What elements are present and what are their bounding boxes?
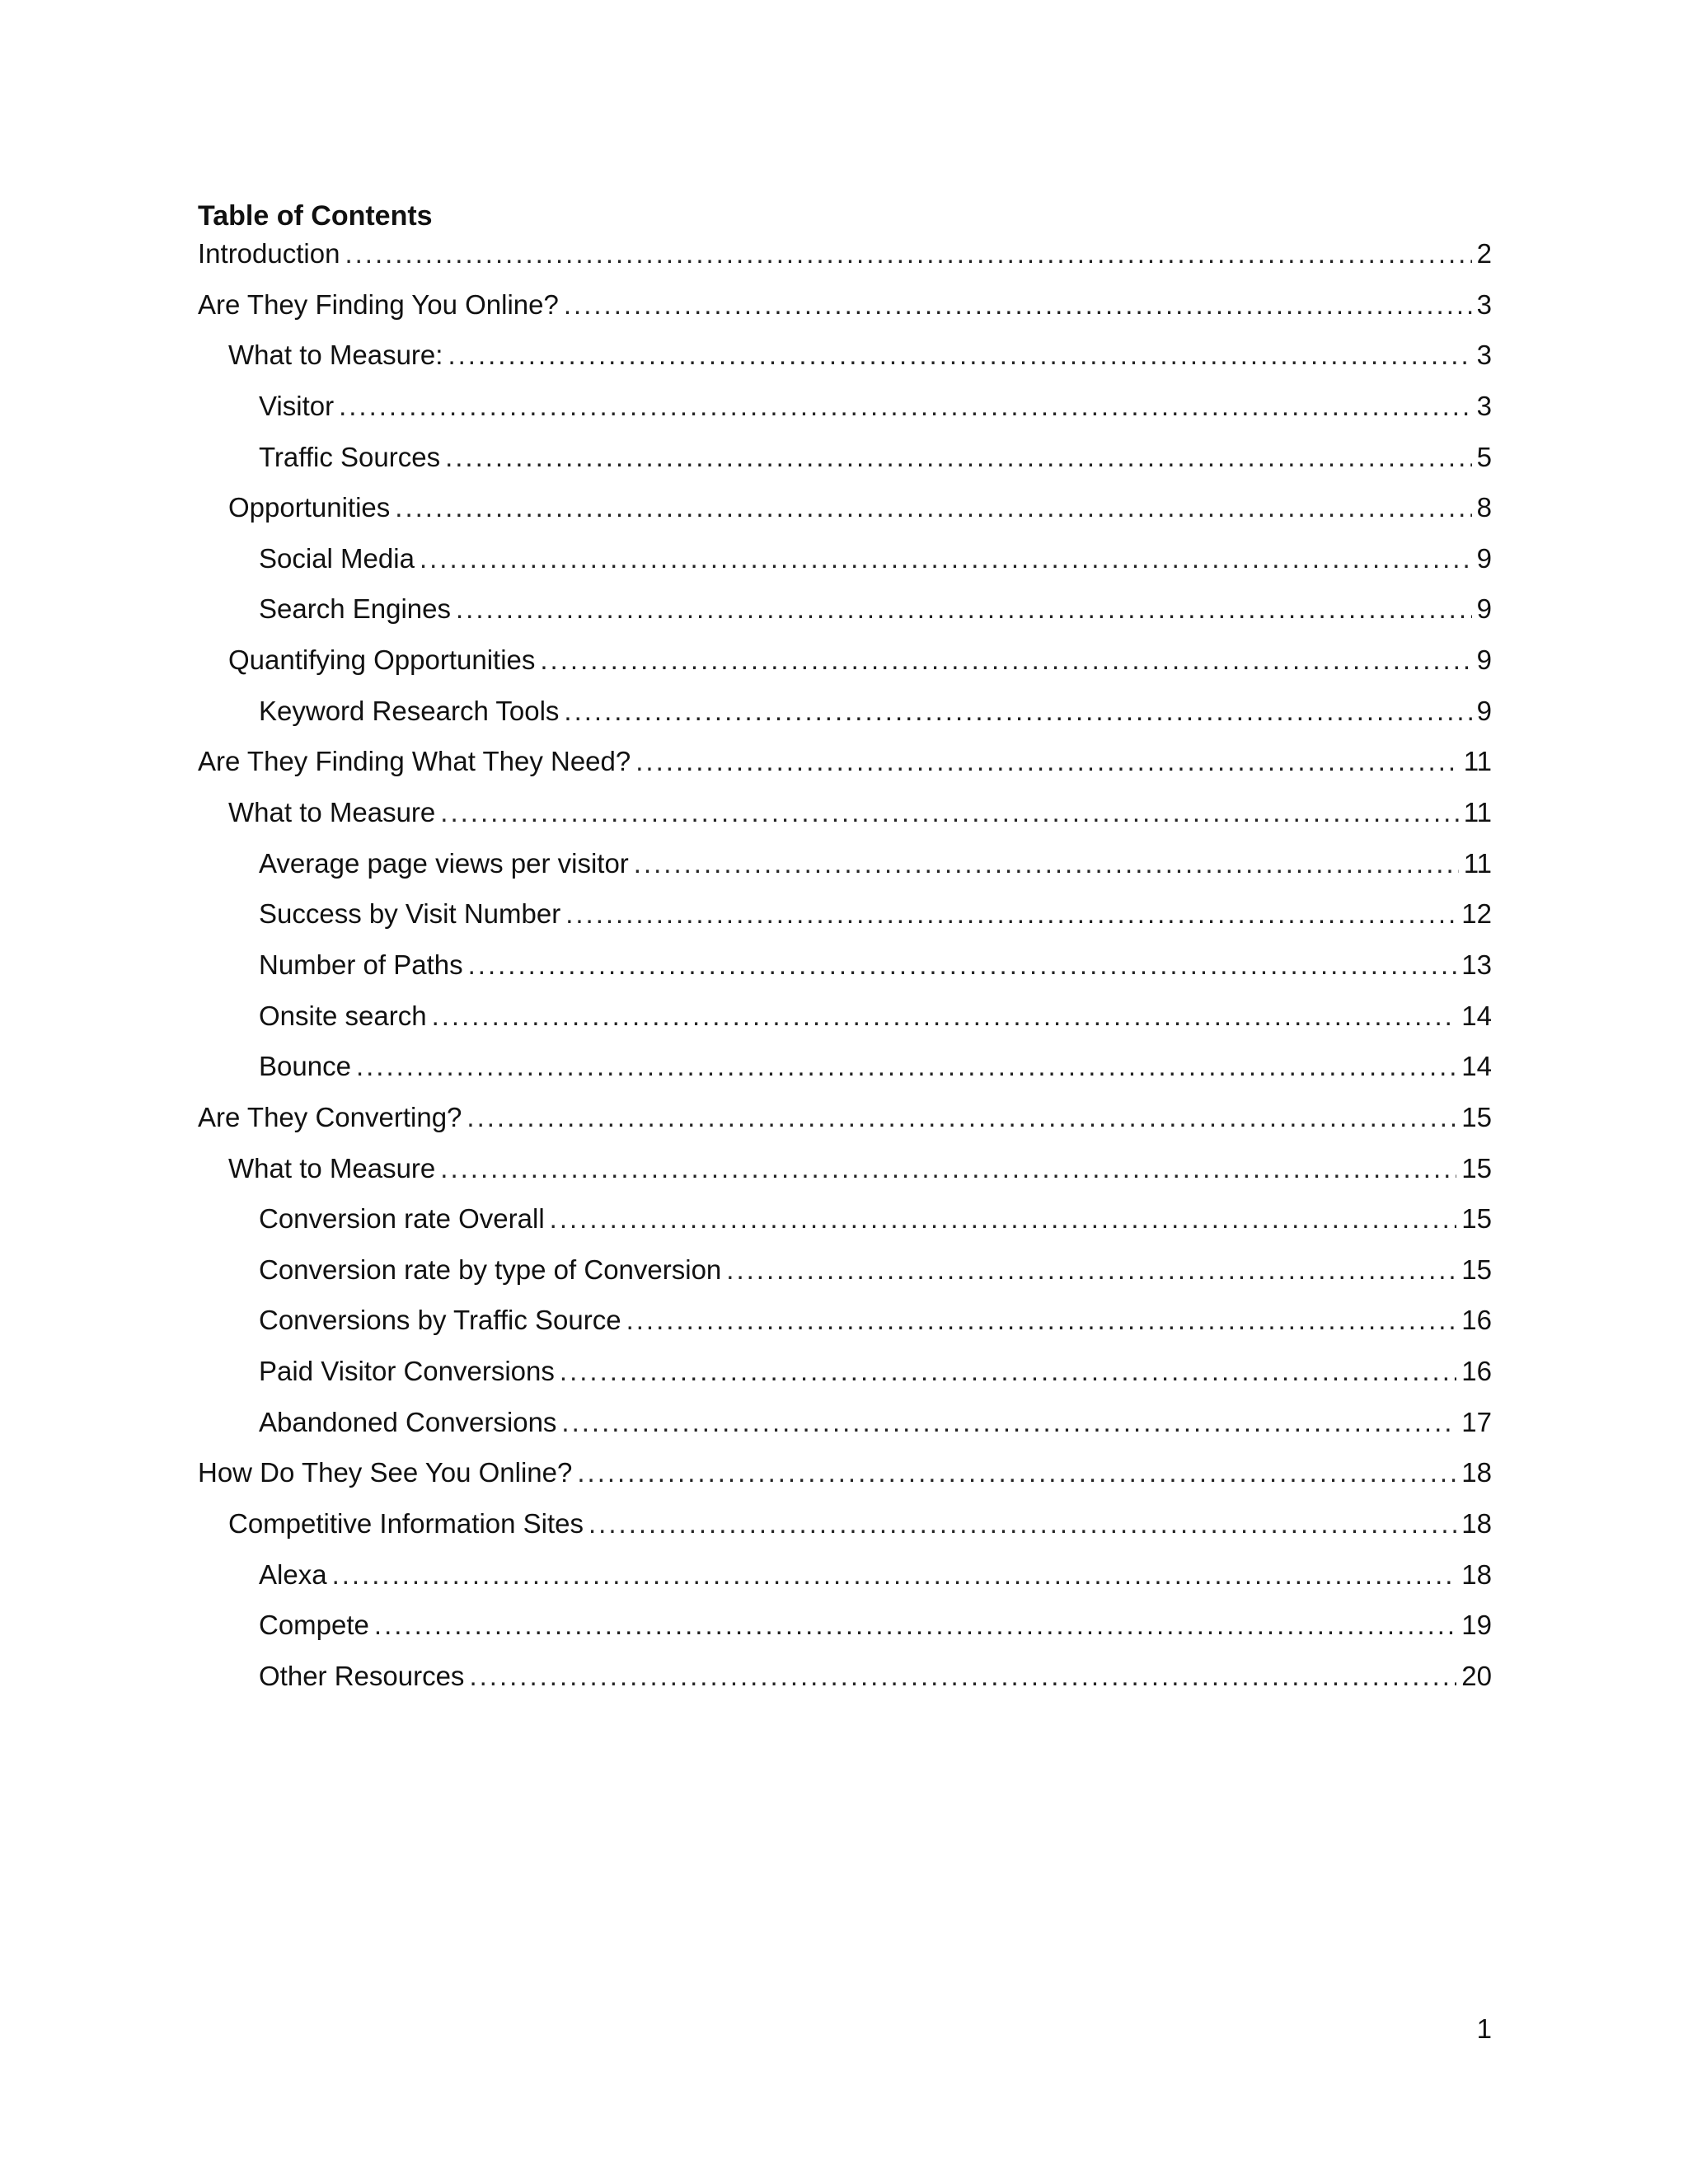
toc-entry-label[interactable]: Paid Visitor Conversions xyxy=(259,1356,555,1387)
toc-entry-page-number[interactable]: 15 xyxy=(1461,1101,1492,1132)
toc-entry-page-number[interactable]: 18 xyxy=(1461,1558,1492,1590)
toc-dot-leader xyxy=(432,998,1457,1034)
toc-entry[interactable] xyxy=(198,998,1492,1049)
toc-entry[interactable] xyxy=(198,896,1492,947)
toc-entry[interactable] xyxy=(198,591,1492,642)
toc-dot-leader xyxy=(467,1099,1456,1136)
toc-dot-leader xyxy=(332,1557,1457,1593)
toc-entry-label[interactable]: Abandoned Conversions xyxy=(259,1406,557,1437)
toc-entry-label[interactable]: Conversions by Traffic Source xyxy=(259,1305,621,1336)
toc-entry-page-number[interactable]: 9 xyxy=(1476,542,1492,574)
toc-entry[interactable] xyxy=(198,846,1492,897)
toc-entry-page-number[interactable]: 2 xyxy=(1476,238,1492,269)
toc-entry-page-number[interactable]: 11 xyxy=(1463,847,1492,879)
toc-entry-label[interactable]: Onsite search xyxy=(259,1000,427,1031)
toc-entry-page-number[interactable]: 5 xyxy=(1476,441,1492,472)
toc-dot-leader xyxy=(561,1404,1456,1441)
toc-entry-page-number[interactable]: 8 xyxy=(1476,492,1492,523)
toc-entry-label[interactable]: Visitor xyxy=(259,390,335,421)
toc-dot-leader xyxy=(395,490,1471,526)
toc-entry[interactable] xyxy=(198,1658,1492,1709)
toc-entry[interactable] xyxy=(198,236,1492,287)
toc-dot-leader xyxy=(560,1353,1456,1390)
toc-entry-page-number[interactable]: 9 xyxy=(1476,644,1492,676)
toc-entry-page-number[interactable]: 18 xyxy=(1461,1508,1492,1540)
toc-entry-label[interactable]: Are They Converting? xyxy=(198,1101,462,1132)
toc-dot-leader xyxy=(448,337,1471,373)
toc-entry-label[interactable]: Social Media xyxy=(259,542,415,574)
toc-entry[interactable] xyxy=(198,1404,1492,1455)
toc-entry[interactable] xyxy=(198,1506,1492,1557)
toc-entry-label[interactable]: Number of Paths xyxy=(259,949,463,980)
toc-entry[interactable] xyxy=(198,1099,1492,1151)
toc-list xyxy=(198,236,1492,1709)
toc-entry[interactable] xyxy=(198,439,1492,490)
toc-entry[interactable] xyxy=(198,794,1492,846)
toc-entry-page-number[interactable]: 15 xyxy=(1461,1254,1492,1285)
toc-dot-leader xyxy=(540,642,1471,678)
toc-dot-leader xyxy=(565,896,1456,932)
toc-entry-page-number[interactable]: 11 xyxy=(1463,746,1492,777)
toc-dot-leader xyxy=(634,846,1459,882)
toc-dot-leader xyxy=(564,287,1472,323)
toc-entry-label[interactable]: Success by Visit Number xyxy=(259,898,561,930)
toc-entry-page-number[interactable]: 3 xyxy=(1476,288,1492,320)
toc-entry-label[interactable]: Conversion rate by type of Conversion xyxy=(259,1254,722,1285)
toc-dot-leader xyxy=(550,1201,1457,1237)
toc-entry-label[interactable]: Keyword Research Tools xyxy=(259,695,560,726)
toc-entry-page-number[interactable]: 11 xyxy=(1463,797,1492,828)
toc-entry[interactable] xyxy=(198,541,1492,592)
toc-entry-label[interactable]: Average page views per visitor xyxy=(259,847,629,879)
toc-entry-page-number[interactable]: 14 xyxy=(1461,1051,1492,1082)
toc-dot-leader xyxy=(374,1607,1456,1643)
toc-entry-page-number[interactable]: 19 xyxy=(1461,1610,1492,1641)
toc-dot-leader xyxy=(468,947,1457,983)
page-number: 1 xyxy=(1476,2013,1492,2044)
toc-entry-label[interactable]: What to Measure: xyxy=(228,340,443,371)
toc-title: Table of Contents xyxy=(198,200,433,232)
toc-entry[interactable] xyxy=(198,1048,1492,1099)
toc-entry-label[interactable]: Are They Finding You Online? xyxy=(198,288,559,320)
toc-entry-label[interactable]: How Do They See You Online? xyxy=(198,1457,573,1488)
toc-entry-label[interactable]: Search Engines xyxy=(259,593,451,625)
toc-entry-label[interactable]: Are They Finding What They Need? xyxy=(198,746,631,777)
toc-entry-label[interactable]: Opportunities xyxy=(228,492,391,523)
toc-entry-label[interactable]: Conversion rate Overall xyxy=(259,1203,545,1235)
toc-entry[interactable] xyxy=(198,1302,1492,1353)
toc-entry[interactable] xyxy=(198,947,1492,998)
toc-dot-leader xyxy=(588,1506,1456,1542)
toc-entry-page-number[interactable]: 3 xyxy=(1476,340,1492,371)
toc-entry[interactable] xyxy=(198,1455,1492,1506)
toc-dot-leader xyxy=(564,693,1471,729)
toc-entry[interactable] xyxy=(198,693,1492,744)
toc-dot-leader xyxy=(626,1302,1457,1338)
toc-entry-label[interactable]: What to Measure xyxy=(228,797,436,828)
toc-entry[interactable] xyxy=(198,337,1492,388)
toc-dot-leader xyxy=(440,1151,1456,1187)
toc-entry-label[interactable]: Bounce xyxy=(259,1051,351,1082)
toc-dot-leader xyxy=(345,236,1471,272)
toc-entry-page-number[interactable]: 9 xyxy=(1476,695,1492,726)
toc-dot-leader xyxy=(469,1658,1456,1694)
toc-entry[interactable] xyxy=(198,1201,1492,1252)
toc-entry-page-number[interactable]: 12 xyxy=(1461,898,1492,930)
toc-entry-page-number[interactable]: 3 xyxy=(1476,390,1492,421)
toc-entry-page-number[interactable]: 17 xyxy=(1461,1406,1492,1437)
toc-entry-page-number[interactable]: 16 xyxy=(1461,1356,1492,1387)
toc-entry-label[interactable]: Competitive Information Sites xyxy=(228,1508,584,1540)
toc-entry[interactable] xyxy=(198,1252,1492,1303)
toc-entry-label[interactable]: Quantifying Opportunities xyxy=(228,644,536,676)
toc-entry-label[interactable]: Other Resources xyxy=(259,1660,465,1691)
toc-entry[interactable] xyxy=(198,388,1492,439)
toc-entry[interactable] xyxy=(198,743,1492,794)
toc-entry[interactable] xyxy=(198,1353,1492,1404)
toc-dot-leader xyxy=(420,541,1472,577)
toc-dot-leader xyxy=(339,388,1472,424)
toc-entry-label[interactable]: Introduction xyxy=(198,238,340,269)
toc-entry[interactable] xyxy=(198,642,1492,693)
toc-entry-page-number[interactable]: 16 xyxy=(1461,1305,1492,1336)
toc-entry-label[interactable]: Traffic Sources xyxy=(259,441,441,472)
toc-dot-leader xyxy=(356,1048,1456,1085)
toc-dot-leader xyxy=(456,591,1472,627)
toc-entry-page-number[interactable]: 18 xyxy=(1461,1457,1492,1488)
toc-entry-label[interactable]: Alexa xyxy=(259,1558,327,1590)
toc-entry-page-number[interactable]: 14 xyxy=(1461,1000,1492,1031)
toc-entry[interactable] xyxy=(198,1557,1492,1608)
toc-entry[interactable] xyxy=(198,1607,1492,1658)
toc-entry-label[interactable]: Compete xyxy=(259,1610,369,1641)
toc-entry-page-number[interactable]: 15 xyxy=(1461,1152,1492,1183)
toc-entry[interactable] xyxy=(198,1151,1492,1202)
toc-entry-page-number[interactable]: 9 xyxy=(1476,593,1492,625)
toc-dot-leader xyxy=(726,1252,1456,1288)
toc-dot-leader xyxy=(635,743,1459,780)
toc-entry-page-number[interactable]: 20 xyxy=(1461,1660,1492,1691)
toc-entry[interactable] xyxy=(198,490,1492,541)
toc-entry[interactable] xyxy=(198,287,1492,338)
toc-dot-leader xyxy=(440,794,1458,831)
toc-entry-label[interactable]: What to Measure xyxy=(228,1152,436,1183)
toc-entry-page-number[interactable]: 13 xyxy=(1461,949,1492,980)
toc-entry-page-number[interactable]: 15 xyxy=(1461,1203,1492,1235)
toc-dot-leader xyxy=(445,439,1472,476)
toc-dot-leader xyxy=(577,1455,1456,1491)
